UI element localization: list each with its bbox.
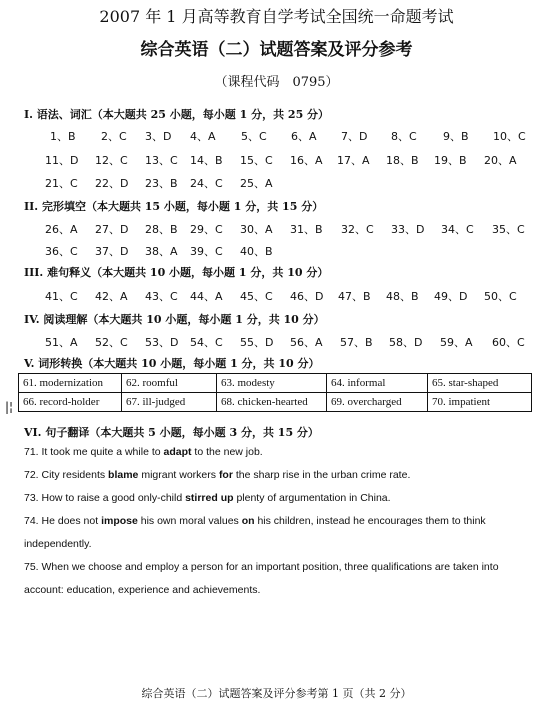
- answer-item: 40、B: [240, 245, 273, 258]
- answer-item: 52、C: [95, 336, 128, 349]
- sentence-text: his own moral values: [137, 515, 242, 527]
- course-code: （课程代码 0795）: [214, 75, 339, 90]
- answer-item: 13、C: [145, 154, 178, 167]
- answer-row: [0, 128, 553, 142]
- section-1-heading: I. 语法、词汇（本大题共 25 小题，每小题 1 分，共 25 分）: [24, 108, 330, 121]
- key-phrase: on: [241, 515, 255, 527]
- exam-title: 2007 年 1 月高等教育自学考试全国统一命题考试: [99, 7, 454, 26]
- answer-row: [0, 243, 553, 257]
- answer-item: 17、A: [337, 154, 370, 167]
- section-2-heading: II. 完形填空（本大题共 15 小题，每小题 1 分，共 15 分）: [24, 200, 324, 213]
- answer-item: 42、A: [95, 290, 128, 303]
- answer-item: 9、B: [443, 130, 469, 143]
- translation-74-continued: independently.: [24, 538, 92, 550]
- table-cell: 68. chicken-hearted: [217, 393, 327, 412]
- section-6-heading: VI. 句子翻译（本大题共 5 小题，每小题 3 分，共 15 分）: [24, 426, 319, 439]
- answer-item: 12、C: [95, 154, 128, 167]
- answer-item: 6、A: [291, 130, 317, 143]
- answer-item: 58、D: [389, 336, 423, 349]
- key-phrase: impose: [101, 515, 138, 527]
- answer-item: 4、A: [190, 130, 216, 143]
- answer-item: 33、D: [391, 223, 425, 236]
- section-3-heading: III. 难句释义（本大题共 10 小题，每小题 1 分，共 10 分）: [24, 266, 329, 279]
- page-footer: 综合英语（二）试题答案及评分参考第 1 页（共 2 分）: [141, 687, 412, 700]
- answer-item: 19、B: [434, 154, 467, 167]
- table-row: [19, 393, 532, 412]
- answer-item: 1、B: [50, 130, 76, 143]
- answer-item: 11、D: [45, 154, 79, 167]
- key-phrase: for: [218, 469, 233, 481]
- translation-71: [24, 446, 263, 458]
- key-phrase: blame: [108, 469, 139, 481]
- answer-item: 47、B: [338, 290, 371, 303]
- answer-item: 2、C: [101, 130, 127, 143]
- answer-item: 36、C: [45, 245, 78, 258]
- translation-75: 75. When we choose and employ a person for an important position, three qualifications are taken into: [24, 561, 499, 573]
- answer-item: 30、A: [240, 223, 273, 236]
- table-cell: 70. impatient: [428, 393, 532, 412]
- answer-item: 32、C: [341, 223, 374, 236]
- answer-row: [0, 175, 553, 189]
- answer-item: 16、A: [290, 154, 323, 167]
- answer-item: 25、A: [240, 177, 273, 190]
- answer-item: 22、D: [95, 177, 129, 190]
- answer-item: 31、B: [290, 223, 323, 236]
- sentence-text: migrant workers: [138, 469, 219, 481]
- answer-item: 41、C: [45, 290, 78, 303]
- sentence-text: his children, instead he encourages them to think: [254, 515, 486, 527]
- sentence-text: 74. He does not: [24, 515, 102, 527]
- sentence-text: the sharp rise in the urban crime rate.: [232, 469, 411, 481]
- answer-item: 23、B: [145, 177, 178, 190]
- answer-item: 50、C: [484, 290, 517, 303]
- section-4-heading: IV. 阅读理解（本大题共 10 小题，每小题 1 分，共 10 分）: [24, 313, 325, 326]
- table-row: [19, 374, 532, 393]
- document-title: 综合英语（二）试题答案及评分参考: [140, 40, 413, 60]
- key-phrase: adapt: [163, 446, 192, 458]
- table-cell: 62. roomful: [122, 374, 217, 393]
- table-cell: 69. overcharged: [327, 393, 428, 412]
- answer-item: 24、C: [190, 177, 223, 190]
- answer-item: 51、A: [45, 336, 78, 349]
- answer-item: 5、C: [241, 130, 267, 143]
- answer-item: 44、A: [190, 290, 223, 303]
- answer-row: [0, 152, 553, 166]
- sentence-text: 71. It took me quite a while to: [24, 446, 164, 458]
- answer-row: [0, 221, 553, 235]
- answer-item: 46、D: [290, 290, 324, 303]
- answer-item: 57、B: [340, 336, 373, 349]
- answer-item: 34、C: [441, 223, 474, 236]
- answer-item: 18、B: [386, 154, 419, 167]
- answer-item: 38、A: [145, 245, 178, 258]
- answer-item: 39、C: [190, 245, 223, 258]
- answer-item: 10、C: [493, 130, 526, 143]
- table-cell: 67. ill-judged: [122, 393, 217, 412]
- sentence-text: to the new job.: [191, 446, 263, 458]
- key-phrase: stirred up: [185, 492, 234, 504]
- answer-row: [0, 334, 553, 348]
- answer-item: 7、D: [341, 130, 368, 143]
- answer-item: 14、B: [190, 154, 223, 167]
- margin-mark: |¦: [5, 400, 14, 414]
- word-forms-table: [18, 373, 532, 412]
- answer-item: 43、C: [145, 290, 178, 303]
- translation-75-continued: account: education, experience and achievements.: [24, 584, 261, 596]
- table-cell: 65. star-shaped: [428, 374, 532, 393]
- answer-item: 56、A: [290, 336, 323, 349]
- answer-item: 15、C: [240, 154, 273, 167]
- answer-item: 29、C: [190, 223, 223, 236]
- answer-item: 35、C: [492, 223, 525, 236]
- sentence-text: 73. How to raise a good only-child: [24, 492, 186, 504]
- answer-item: 28、B: [145, 223, 178, 236]
- answer-item: 37、D: [95, 245, 129, 258]
- translation-72: [24, 469, 410, 481]
- answer-item: 53、D: [145, 336, 179, 349]
- answer-item: 48、B: [386, 290, 419, 303]
- answer-item: 55、D: [240, 336, 274, 349]
- answer-item: 20、A: [484, 154, 517, 167]
- translation-73: [24, 492, 391, 504]
- answer-item: 49、D: [434, 290, 468, 303]
- sentence-text: 72. City residents: [24, 469, 109, 481]
- table-cell: 63. modesty: [217, 374, 327, 393]
- table-cell: 64. informal: [327, 374, 428, 393]
- section-5-heading: V. 词形转换（本大题共 10 小题，每小题 1 分，共 10 分）: [24, 357, 320, 370]
- answer-item: 59、A: [440, 336, 473, 349]
- answer-item: 54、C: [190, 336, 223, 349]
- answer-item: 8、C: [391, 130, 417, 143]
- sentence-text: plenty of argumentation in China.: [233, 492, 391, 504]
- answer-item: 45、C: [240, 290, 273, 303]
- answer-row: [0, 288, 553, 302]
- table-cell: 66. record-holder: [19, 393, 122, 412]
- answer-item: 27、D: [95, 223, 129, 236]
- translation-74: [24, 515, 486, 527]
- table-cell: 61. modernization: [19, 374, 122, 393]
- answer-item: 21、C: [45, 177, 78, 190]
- answer-item: 3、D: [145, 130, 172, 143]
- answer-item: 26、A: [45, 223, 78, 236]
- answer-item: 60、C: [492, 336, 525, 349]
